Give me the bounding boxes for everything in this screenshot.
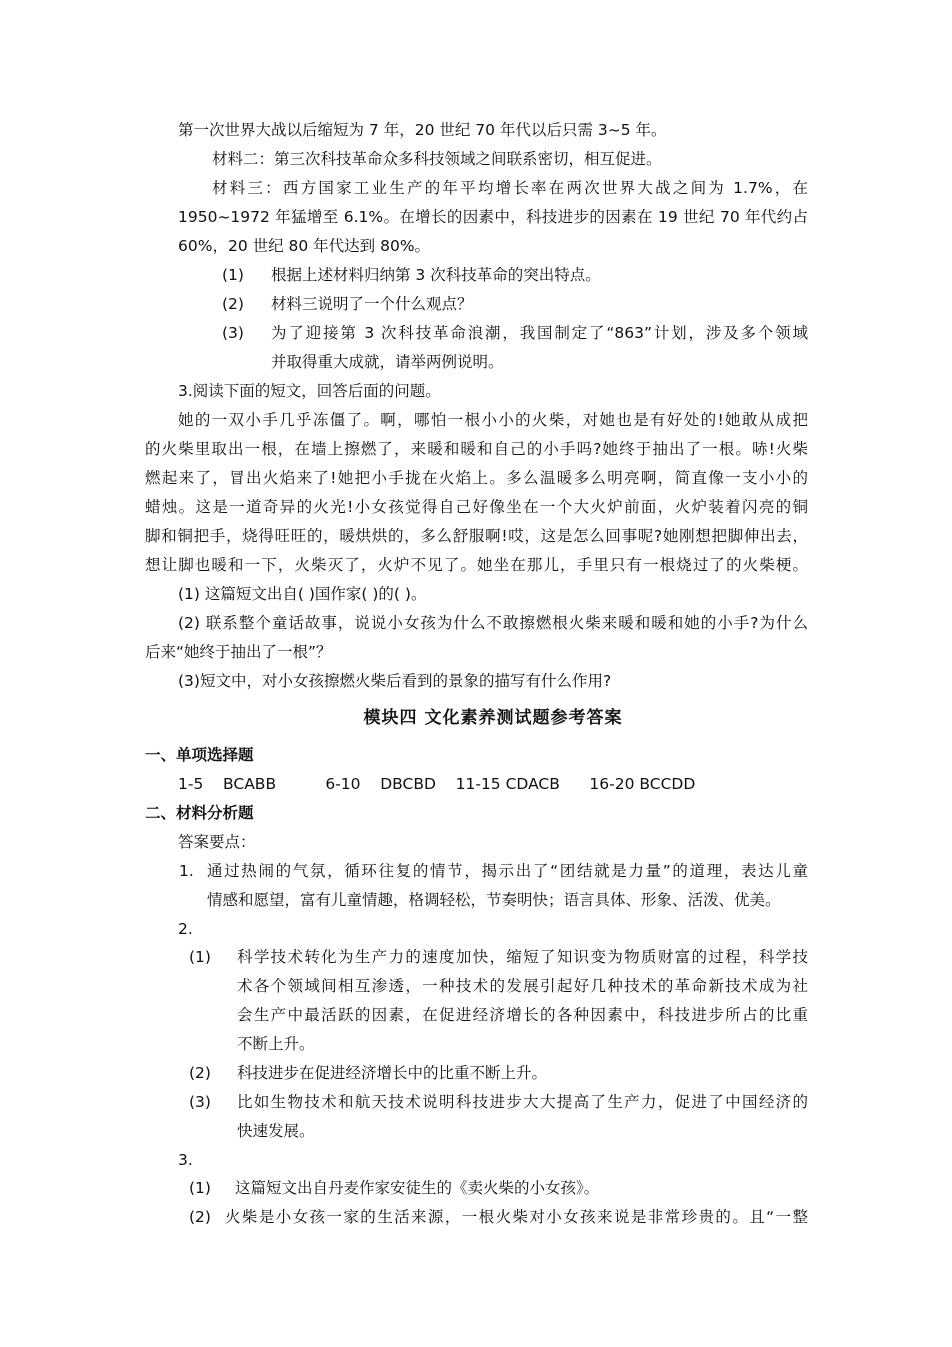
answer-number: 1.	[179, 862, 194, 880]
story-question: (1) 这篇短文出自( )国作家( )的( )。	[178, 585, 427, 603]
story-line: 她的一双小手几乎冻僵了。啊，哪怕一根小小的火柴，对她也是有好处的!她敢从成把	[178, 411, 808, 429]
answer-text: 术各个领域间相互渗透，一种技术的发展引起好几种技术的革命新技术成为社	[237, 977, 808, 995]
story-line: 蜡烛。这是一道奇异的火光!小女孩觉得自己好像坐在一个大火炉前面，火炉装着闪亮的铜	[145, 498, 808, 516]
answer-number: 2.	[178, 920, 193, 938]
text-line: 答案要点：	[178, 833, 256, 851]
question-text: 并取得重大成就，请举两例说明。	[271, 353, 504, 371]
answer-text: 科技进步在促进经济增长中的比重不断上升。	[237, 1064, 548, 1082]
story-line: 脚和铜把手，烧得旺旺的，暖烘烘的，多么舒服啊!哎，这是怎么回事呢?她刚想把脚伸出去，	[145, 527, 808, 545]
story-line: 燃起来了，冒出火焰来了!她把小手拢在火焰上。多么温暖多么明亮啊，简直像一支小小的	[145, 469, 808, 487]
text-line: 第一次世界大战以后缩短为 7 年，20 世纪 70 年代以后只需 3~5 年。	[178, 121, 667, 139]
answer-text: 快速发展。	[237, 1122, 315, 1140]
text-line: 60%，20 世纪 80 年代达到 80%。	[178, 237, 431, 255]
answer-text: 通过热闹的气氛，循环往复的情节，揭示出了“团结就是力量”的道理，表达儿童	[207, 862, 808, 880]
section-heading: 3.阅读下面的短文，回答后面的问题。	[178, 382, 441, 400]
answer-number: (2)	[189, 1208, 211, 1226]
story-line: 想让脚也暖和一下，火柴灭了，火炉不见了。她坐在那儿，手里只有一根烧过了的火柴梗。	[145, 556, 808, 574]
question-text: 为了迎接第 3 次科技革命浪潮，我国制定了“863”计划，涉及多个领域	[271, 324, 808, 342]
answer-text: 这篇短文出自丹麦作家安徒生的《卖火柴的小女孩》。	[235, 1179, 600, 1197]
answer-text: 情感和愿望，富有儿童情趣，格调轻松，节奏明快；语言具体、形象、活泼、优美。	[207, 891, 781, 909]
answer-text: 火柴是小女孩一家的生活来源，一根火柴对小女孩来说是非常珍贵的。且“一整	[225, 1208, 808, 1226]
answer-text: 科学技术转化为生产力的速度加快，缩短了知识变为物质财富的过程，科学技	[237, 948, 808, 966]
answer-number: (3)	[189, 1093, 211, 1111]
story-question: (3)短文中，对小女孩擦燃火柴后看到的景象的描写有什么作用?	[178, 672, 612, 690]
answer-text: 比如生物技术和航天技术说明科技进步大大提高了生产力，促进了中国经济的	[237, 1093, 808, 1111]
answer-number: 3.	[178, 1151, 193, 1169]
story-question: 后来“她终于抽出了一根”？	[145, 643, 332, 661]
answer-number: (1)	[189, 1179, 211, 1197]
answer-text: 会生产中最活跃的因素，在促进经济增长的各种因素中，科技进步所占的比重	[237, 1006, 808, 1024]
answer-number: (1)	[189, 948, 211, 966]
material-two: 材料二：第三次科技革命众多科技领域之间联系密切，相互促进。	[212, 150, 662, 168]
section-heading: 二、材料分析题	[145, 804, 254, 822]
choice-answers: 1-5 BCABB 6-10 DBCBD 11-15 CDACB 16-20 BCCDD	[178, 775, 696, 793]
question-number: (1)	[222, 266, 244, 284]
question-number: (3)	[222, 324, 244, 342]
answers-title: 模块四 文化素养测试题参考答案	[363, 708, 623, 728]
question-text: 材料三说明了一个什么观点？	[271, 295, 473, 313]
text-line: 1950~1972 年猛增至 6.1%。在增长的因素中，科技进步的因素在 19 世纪 70 年代约占	[178, 208, 808, 226]
material-three: 材料三：西方国家工业生产的年平均增长率在两次世界大战之间为 1.7%，在	[212, 179, 808, 197]
question-number: (2)	[222, 295, 244, 313]
section-heading: 一、单项选择题	[145, 746, 254, 764]
story-line: 的火柴里取出一根，在墙上擦燃了，来暖和暖和自己的小手吗?她终于抽出了一根。哧!火柴	[145, 440, 808, 458]
question-text: 根据上述材料归纳第 3 次科技革命的突出特点。	[271, 266, 601, 284]
story-question: (2) 联系整个童话故事，说说小女孩为什么不敢擦燃根火柴来暖和暖和她的小手?为什么	[178, 614, 808, 632]
answer-number: (2)	[189, 1064, 211, 1082]
answer-text: 不断上升。	[237, 1035, 315, 1053]
